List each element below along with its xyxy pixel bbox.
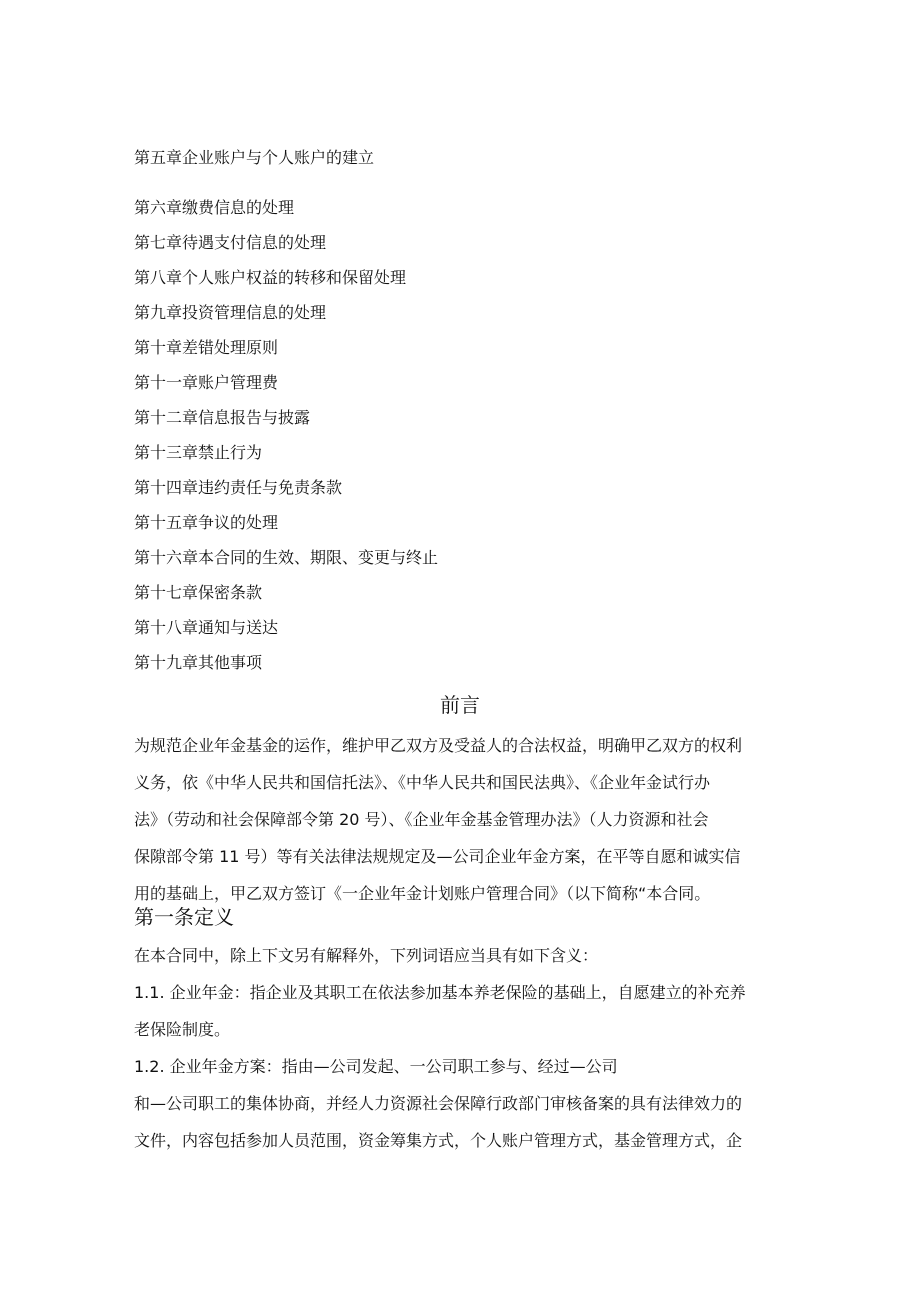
toc-item: 第六章缴费信息的处理 — [134, 198, 295, 217]
paragraph-line: 法》（劳动和社会保障部令第 20 号）、《企业年金基金管理办法》（人力资源和社会 — [134, 810, 709, 829]
paragraph-line: 义务，依《中华人民共和国信托法》、《中华人民共和国民法典》、《企业年金试行办 — [134, 773, 711, 792]
toc-item: 第十一章账户管理费 — [134, 373, 279, 392]
toc-item: 第十二章信息报告与披露 — [134, 408, 311, 427]
paragraph-line: 用的基础上，甲乙双方签订《一企业年金计划账户管理合同》（以下简称“本合同。 — [134, 884, 711, 903]
article-title: 第一条定义 — [134, 905, 234, 929]
paragraph-line: 1.1. 企业年金：指企业及其职工在依法参加基本养老保险的基础上，自愿建立的补充养 — [134, 983, 746, 1002]
paragraph-line: 保隙部令第 11 号）等有关法律法规规定及—公司企业年金方案，在平等自愿和诚实信 — [134, 847, 741, 866]
toc-item: 第七章待遇支付信息的处理 — [134, 233, 327, 252]
toc-item: 第八章个人账户权益的转移和保留处理 — [134, 268, 407, 287]
toc-item: 第十七章保密条款 — [134, 583, 263, 602]
toc-item: 第十六章本合同的生效、期限、变更与终止 — [134, 548, 439, 567]
paragraph-line: 老保险制度。 — [134, 1020, 231, 1039]
toc-item: 第十八章通知与送达 — [134, 618, 279, 637]
definitions-paragraph — [134, 937, 794, 1159]
preface-paragraph — [134, 727, 794, 912]
toc-item: 第十三章禁止行为 — [134, 443, 263, 462]
paragraph-line: 1.2. 企业年金方案：指由—公司发起、一公司职工参与、经过—公司 — [134, 1057, 618, 1076]
paragraph-line: 为规范企业年金基金的运作，维护甲乙双方及受益人的合法权益，明确甲乙双方的权利 — [134, 736, 743, 755]
toc-item: 第九章投资管理信息的处理 — [134, 303, 327, 322]
toc-item: 第十五章争议的处理 — [134, 513, 279, 532]
paragraph-line: 和—公司职工的集体协商，并经人力资源社会保障行政部门审核备案的具有法律效力的 — [134, 1094, 743, 1113]
toc-item: 第五章企业账户与个人账户的建立 — [134, 148, 375, 167]
toc-item: 第十九章其他事项 — [134, 653, 263, 672]
toc-item: 第十章差错处理原则 — [134, 338, 279, 357]
preface-title: 前言 — [440, 693, 480, 717]
toc-item: 第十四章违约责任与免责条款 — [134, 478, 343, 497]
paragraph-line: 在本合同中，除上下文另有解释外，下列词语应当具有如下含义： — [134, 946, 599, 965]
paragraph-line: 文件，内容包括参加人员范围，资金筹集方式，个人账户管理方式，基金管理方式，企 — [134, 1131, 743, 1150]
table-of-contents — [134, 145, 794, 685]
